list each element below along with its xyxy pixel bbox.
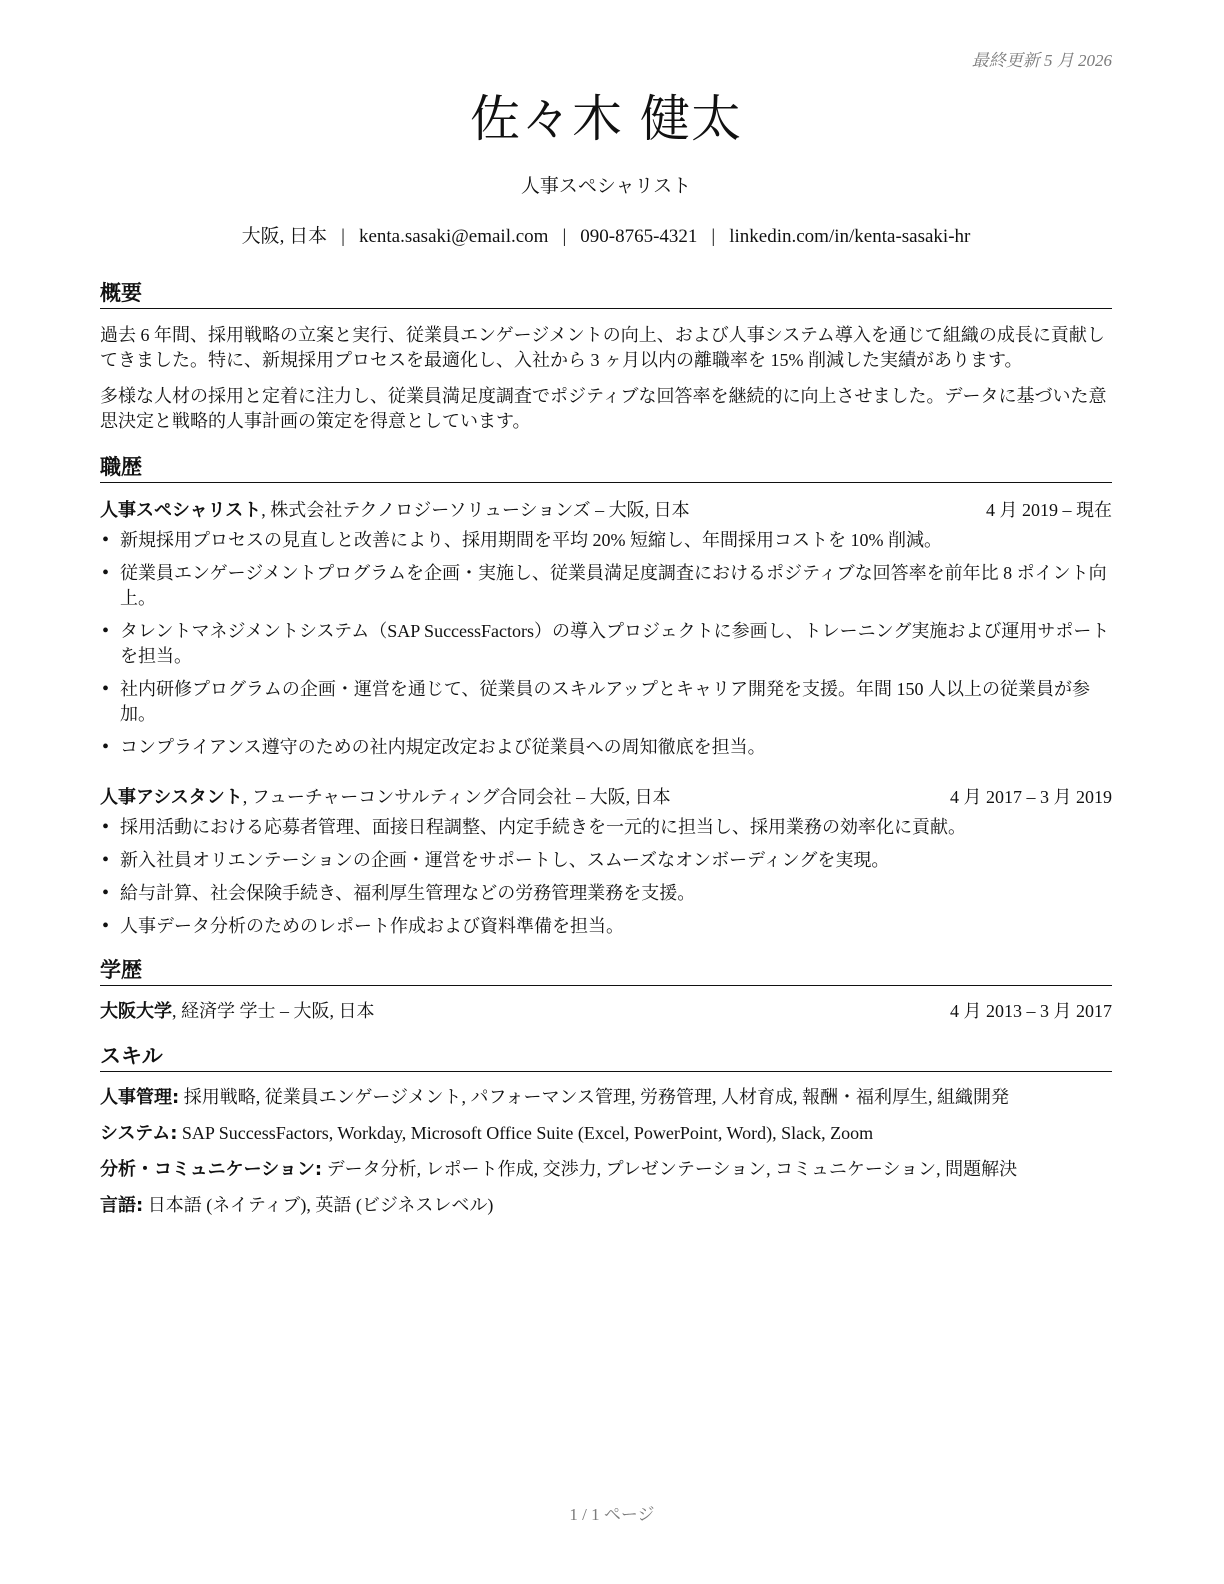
skill-row [100,1156,1112,1183]
job-header [100,784,1112,811]
job-header [100,497,1112,524]
job-company: , 株式会社テクノロジーソリューションズ – 大阪, 日本 [261,500,690,520]
contact-separator: | [711,226,716,247]
skill-value: 日本語 (ネイティブ), 英語 (ビジネスレベル) [143,1195,494,1215]
job-title: 人事アシスタント [100,787,243,808]
job-bullets [100,528,1112,760]
skill-value: データ分析, レポート作成, 交渉力, プレゼンテーション, コミュニケーション, 問題解決 [322,1159,1018,1179]
contact-line [100,224,1112,250]
list-item: • 社内研修プログラムの企画・運営を通じて、従業員のスキルアップとキャリア開発を支援。年間 150 人以上の従業員が参加。 [100,677,1112,727]
job-title: 人事スペシャリスト [520,176,692,197]
section-title-skills: スキル [100,1043,1112,1072]
list-item: • 従業員エンゲージメントプログラムを企画・実施し、従業員満足度調査におけるポジティブな回答率を前年比 8 ポイント向上。 [100,561,1112,611]
list-item: • 人事データ分析のためのレポート作成および資料準備を担当。 [100,914,1112,939]
skill-label: 人事管理: [100,1087,180,1108]
skills-list [100,1084,1112,1219]
skill-value: 採用戦略, 従業員エンゲージメント, パフォーマンス管理, 労務管理, 人材育成, 報酬・福利厚生, 組織開発 [179,1087,1009,1107]
contact-separator: | [341,226,345,247]
job-title: 人事スペシャリスト [100,500,262,521]
job-dates: 4 月 2017 – 3 月 2019 [950,787,1112,807]
skill-value: SAP SuccessFactors, Workday, Microsoft Office Suite (Excel, PowerPoint, Word), Slack, Zoom [177,1123,874,1143]
job-dates: 4 月 2019 – 現在 [986,500,1112,520]
contact-separator: | [562,226,567,247]
education-school: 大阪大学 [100,1001,172,1022]
education-degree: , 経済学 学士 – 大阪, 日本 [172,1001,375,1021]
contact-phone[interactable]: 090-8765-4321 [580,226,698,247]
contact-email[interactable]: kenta.sasaki@email.com [358,226,549,247]
section-title-experience: 職歴 [100,454,1112,483]
education-dates: 4 月 2013 – 3 月 2017 [950,1001,1112,1021]
job-role [100,784,671,811]
education-entry [100,998,1112,1025]
section-title-education: 学歴 [100,957,1112,986]
contact-location: 大阪, 日本 [241,226,328,247]
skill-row [100,1084,1112,1111]
list-item: • 新入社員オリエンテーションの企画・運営をサポートし、スムーズなオンボーディングを実現。 [100,848,1112,873]
list-item: • コンプライアンス遵守のための社内規定改定および従業員への周知徹底を担当。 [100,735,1112,760]
skill-label: 分析・コミュニケーション: [100,1159,323,1180]
education-school-line [100,998,375,1025]
job-bullets [100,815,1112,939]
skill-label: システム: [100,1123,178,1144]
section-title-summary: 概要 [100,280,1112,309]
contact-linkedin[interactable]: linkedin.com/in/kenta-sasaki-hr [729,226,971,247]
candidate-name: 佐々木 健太 [470,90,742,148]
summary-paragraph: 多様な人材の採用と定着に注力し、従業員満足度調査でポジティブな回答率を継続的に向上させました。データに基づいた意思決定と戦略的人事計画の策定を得意としています。 [100,386,1107,431]
skill-row [100,1192,1112,1219]
skill-label: 言語: [100,1195,144,1216]
list-item: • 採用活動における応募者管理、面接日程調整、内定手続きを一元的に担当し、採用業務の効率化に貢献。 [100,815,1112,840]
skill-row [100,1120,1112,1147]
list-item: • 給与計算、社会保険手続き、福利厚生管理などの労務管理業務を支援。 [100,881,1112,906]
summary-paragraph: 過去 6 年間、採用戦略の立案と実行、従業員エンゲージメントの向上、および人事システム導入を通じて組織の成長に貢献してきました。特に、新規採用プロセスを最適化し、入社から 3 ヶ月以内の離職率を 15% 削減した実績があります。 [100,325,1105,370]
list-item: • タレントマネジメントシステム（SAP SuccessFactors）の導入プロジェクトに参画し、トレーニング実施および運用サポートを担当。 [100,619,1112,669]
job-company: , フューチャーコンサルティング合同会社 – 大阪, 日本 [242,787,671,807]
last-updated: 最終更新 5 月 2026 [971,51,1112,70]
page-number: 1 / 1 ページ [569,1505,655,1524]
job-role [100,497,690,524]
list-item: • 新規採用プロセスの見直しと改善により、採用期間を平均 20% 短縮し、年間採用コストを 10% 削減。 [100,528,1112,553]
